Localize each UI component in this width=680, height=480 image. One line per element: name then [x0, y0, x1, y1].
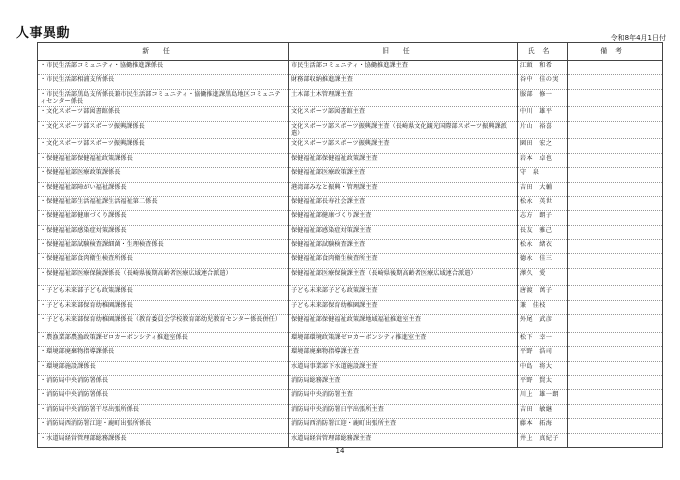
new-post-cell: ・子ども未来部保育幼稚園課係長: [38, 300, 289, 314]
former-post-cell: 土木部土木管理課主査: [289, 89, 518, 107]
new-post-cell: ・文化スポーツ部スポーツ振興課係長: [38, 139, 289, 153]
note-cell: [568, 121, 663, 139]
new-post-cell: ・環境部廃棄物指導課係長: [38, 347, 289, 361]
former-post-cell: 保健福祉部感染症対策課主査: [289, 225, 518, 239]
name-cell: 中川 雄平: [517, 107, 567, 121]
note-cell: [568, 196, 663, 210]
new-post-cell: ・消防局中央消防署係長: [38, 390, 289, 404]
name-cell: 川上 雄一朗: [517, 390, 567, 404]
former-post-cell: 保健福祉部医療保険課主査（長崎県後期高齢者医療広域連合派遣）: [289, 268, 518, 286]
name-cell: 園田 宏之: [517, 139, 567, 153]
note-cell: [568, 89, 663, 107]
note-cell: [568, 390, 663, 404]
name-cell: 德永 佳三: [517, 254, 567, 268]
former-post-cell: 港湾部みなと振興・管理課主査: [289, 182, 518, 196]
note-cell: [568, 107, 663, 121]
table-row: [38, 196, 663, 210]
table-row: [38, 75, 663, 89]
new-post-cell: ・保健福祉部医療保険課係長（長崎県後期高齢者医療広域連合派遣）: [38, 268, 289, 286]
note-cell: [568, 433, 663, 447]
name-cell: 兼 佳枝: [517, 300, 567, 314]
former-post-cell: 市民生活部コミュニティ・協働推進課主査: [289, 61, 518, 75]
table-row: [38, 139, 663, 153]
name-cell: 長友 雅己: [517, 225, 567, 239]
new-post-cell: ・保健福祉部試験検査課細菌・生理検査係長: [38, 240, 289, 254]
former-post-cell: 保健福祉部保健福祉政策課地域福祉推進室主査: [289, 315, 518, 333]
note-cell: [568, 332, 663, 346]
table-row: [38, 300, 663, 314]
note-cell: [568, 225, 663, 239]
table-row: [38, 419, 663, 433]
page-title: 人事異動: [16, 26, 71, 41]
table-row: [38, 433, 663, 447]
new-post-cell: ・保健福祉部障がい福祉課係長: [38, 182, 289, 196]
column-header-old: 旧任: [289, 43, 518, 61]
name-cell: 吉田 敏継: [517, 404, 567, 418]
name-cell: 井上 真紀子: [517, 433, 567, 447]
former-post-cell: 水道局事業部下水道施設課主査: [289, 361, 518, 375]
note-cell: [568, 153, 663, 167]
new-post-cell: ・市民生活部コミュニティ・協働推進課係長: [38, 61, 289, 75]
column-header-new: 新任: [38, 43, 289, 61]
table-row: [38, 240, 663, 254]
note-cell: [568, 300, 663, 314]
note-cell: [568, 286, 663, 300]
note-cell: [568, 419, 663, 433]
table-row: [38, 390, 663, 404]
former-post-cell: 保健福祉部試験検査課主査: [289, 240, 518, 254]
new-post-cell: ・水道局経営管理部総務課係長: [38, 433, 289, 447]
table-row: [38, 268, 663, 286]
new-post-cell: ・環境部施設課係長: [38, 361, 289, 375]
former-post-cell: 保健福祉部食肉衛生検査所主査: [289, 254, 518, 268]
former-post-cell: 文化スポーツ部スポーツ振興課主査（長崎県文化観光国際部スポーツ振興課派遣）: [289, 121, 518, 139]
table-row: [38, 168, 663, 182]
note-cell: [568, 347, 663, 361]
personnel-table: [37, 42, 663, 448]
name-cell: 唐渡 萬子: [517, 286, 567, 300]
name-cell: 藤本 拓海: [517, 419, 567, 433]
name-cell: 片山 裕喜: [517, 121, 567, 139]
new-post-cell: ・保健福祉部保健福祉政策課係長: [38, 153, 289, 167]
former-post-cell: 文化スポーツ部図書館主査: [289, 107, 518, 121]
table-row: [38, 182, 663, 196]
name-cell: 吉田 大輔: [517, 182, 567, 196]
table-row: [38, 107, 663, 121]
new-post-cell: ・保健福祉部健康づくり課係長: [38, 211, 289, 225]
note-cell: [568, 168, 663, 182]
table-row: [38, 286, 663, 300]
name-cell: 中島 将大: [517, 361, 567, 375]
column-header-name: 氏名: [517, 43, 567, 61]
new-post-cell: ・消防局中央消防署係長: [38, 376, 289, 390]
name-cell: 松永 緒衣: [517, 240, 567, 254]
new-post-cell: ・子ども未来部子ども政策課係長: [38, 286, 289, 300]
table-row: [38, 315, 663, 333]
name-cell: 外尾 武彦: [517, 315, 567, 333]
table-row: [38, 376, 663, 390]
note-cell: [568, 361, 663, 375]
former-post-cell: 保健福祉部保健福祉政策課主査: [289, 153, 518, 167]
table-row: [38, 89, 663, 107]
note-cell: [568, 61, 663, 75]
name-cell: 平野 賢太: [517, 376, 567, 390]
note-cell: [568, 404, 663, 418]
name-cell: 志方 朗子: [517, 211, 567, 225]
name-cell: 松下 幸一: [517, 332, 567, 346]
former-post-cell: 文化スポーツ部スポーツ振興課主査: [289, 139, 518, 153]
former-post-cell: 保健福祉部医療政策課主査: [289, 168, 518, 182]
note-cell: [568, 315, 663, 333]
former-post-cell: 水道局経営管理部総務課主査: [289, 433, 518, 447]
table-row: [38, 332, 663, 346]
note-cell: [568, 376, 663, 390]
former-post-cell: 保健福祉部健康づくり課主査: [289, 211, 518, 225]
note-cell: [568, 240, 663, 254]
former-post-cell: 消防局中央消防署日宇出張所主査: [289, 404, 518, 418]
table-row: [38, 361, 663, 375]
former-post-cell: 子ども未来部子ども政策課主査: [289, 286, 518, 300]
table-row: [38, 404, 663, 418]
note-cell: [568, 211, 663, 225]
new-post-cell: ・保健福祉部感染症対策課係長: [38, 225, 289, 239]
new-post-cell: ・市民生活部黒島支所係長兼市民生活部コミュニティ・協働推進課黒島地区コミュニティセンター係長: [38, 89, 289, 107]
table-body: [38, 61, 663, 448]
former-post-cell: 保健福祉部長寿社会課主査: [289, 196, 518, 210]
new-post-cell: ・保健福祉部食肉衛生検査所係長: [38, 254, 289, 268]
new-post-cell: ・市民生活部相浦支所係長: [38, 75, 289, 89]
note-cell: [568, 139, 663, 153]
former-post-cell: 消防局西消防署江迎・鹿町出張所主査: [289, 419, 518, 433]
former-post-cell: 消防局中央消防署主査: [289, 390, 518, 404]
new-post-cell: ・保健福祉部医療政策課係長: [38, 168, 289, 182]
former-post-cell: 子ども未来部保育幼稚園課主査: [289, 300, 518, 314]
name-cell: 岩本 卓也: [517, 153, 567, 167]
name-cell: 松永 英世: [517, 196, 567, 210]
table-row: [38, 121, 663, 139]
former-post-cell: 環境部廃棄物指導課主査: [289, 347, 518, 361]
former-post-cell: 環境部環境政策課ゼロカーボンシティ推進室主査: [289, 332, 518, 346]
name-cell: 平野 浩司: [517, 347, 567, 361]
former-post-cell: 消防局総務課主査: [289, 376, 518, 390]
note-cell: [568, 75, 663, 89]
table-header-row: [38, 43, 663, 61]
new-post-cell: ・消防局西消防署江迎・鹿町出張所係長: [38, 419, 289, 433]
name-cell: 服部 修一: [517, 89, 567, 107]
former-post-cell: 財務部収納推進課主査: [289, 75, 518, 89]
new-post-cell: ・子ども未来部保育幼稚園課係長（教育委員会学校教育部幼児教育センター係長併任）: [38, 315, 289, 333]
note-cell: [568, 182, 663, 196]
name-cell: 澤久 愛: [517, 268, 567, 286]
note-cell: [568, 268, 663, 286]
effective-date: 令和8年4月1日付: [610, 34, 666, 42]
name-cell: 江頭 和希: [517, 61, 567, 75]
new-post-cell: ・文化スポーツ部スポーツ振興課係長: [38, 121, 289, 139]
table-row: [38, 153, 663, 167]
table-row: [38, 347, 663, 361]
note-cell: [568, 254, 663, 268]
name-cell: 谷中 佳の実: [517, 75, 567, 89]
table-row: [38, 254, 663, 268]
new-post-cell: ・保健福祉部生活福祉課生活福祉第二係長: [38, 196, 289, 210]
name-cell: 守 泉: [517, 168, 567, 182]
new-post-cell: ・農漁業部農漁政策課ゼロカーボンシティ推進室係長: [38, 332, 289, 346]
new-post-cell: ・消防局中央消防署干尽出張所係長: [38, 404, 289, 418]
column-header-note: 備考: [568, 43, 663, 61]
page-number: 14: [335, 447, 345, 455]
table-row: [38, 211, 663, 225]
new-post-cell: ・文化スポーツ部図書館係長: [38, 107, 289, 121]
table-row: [38, 61, 663, 75]
table-row: [38, 225, 663, 239]
